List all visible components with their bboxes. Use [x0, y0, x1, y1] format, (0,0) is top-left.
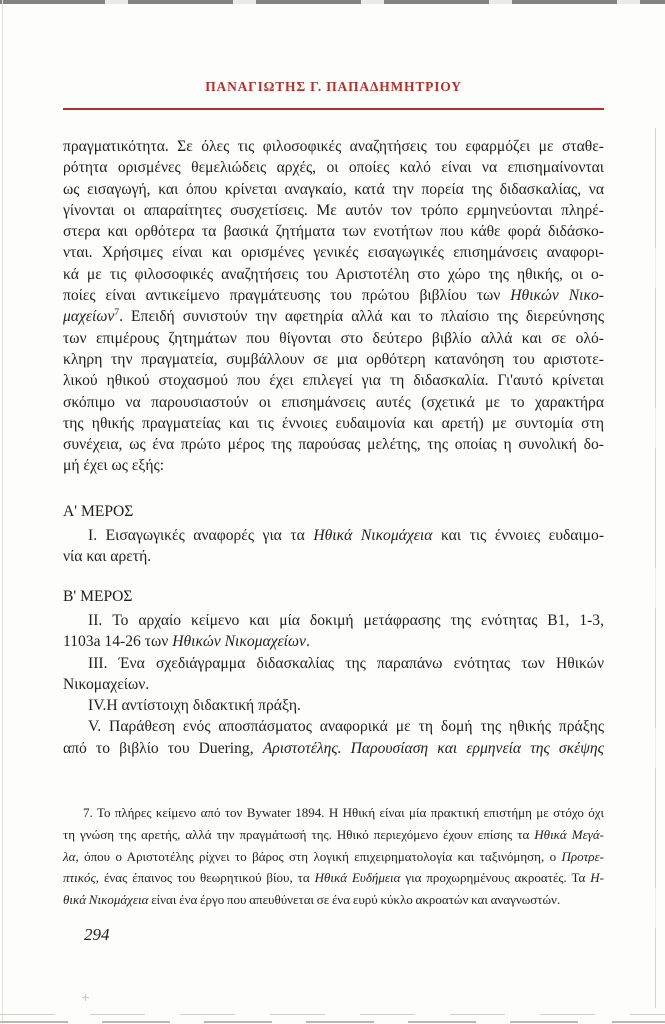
text-line: τη γνώση της αρετής, αλλά την πραγμάτωσή της. Ηθικό περιεχόμενο έχουν επίσης τα Ηθικά Μεγά-: [63, 826, 604, 842]
text-line: νία και αρετή.: [63, 548, 152, 566]
text-line: θικά Νικομάχεια είναι ένα έργο που απευθύνεται σε ένα ευρύ κύκλο ακροατών και αναγνωστών.: [63, 892, 561, 908]
text-line: μή έχει ως εξής:: [63, 457, 165, 475]
text-line: πραγματικότητα. Σε όλες τις φιλοσοφικές αναζητήσεις του εφαρμόζει με σταθε-: [63, 138, 604, 155]
text-line: σκόπιμο να παρουσιαστούν οι επισημάνσεις αυτές (σχετικά με το χαρακτήρα: [63, 393, 604, 411]
text-line: ρότητα ορισμένες θεμελιώδεις αρχές, οι οποίες καλό είναι να επισημαίνονται: [63, 159, 604, 177]
text-line: ως εισαγωγή, και όπου κρίνεται αναγκαίο, κατά την πορεία της διδασκαλίας, να: [63, 180, 604, 198]
scan-edge-bottom-lower: [0, 1021, 665, 1023]
scan-edge-top: [0, 0, 665, 4]
part-a-items: [63, 525, 604, 568]
section-title-part-b: Β' ΜΕΡΟΣ: [63, 588, 133, 605]
text-line: λα, όπου ο Αριστοτέλης ρίχνει το βάρος στη λογική επιχειρηματολογία και ταξινόμηση, ο Προτρε-: [63, 848, 604, 864]
text-line: ποίες είναι αντικείμενο πραγμάτευσης του πρώτου βιβλίου των Ηθικών Νικο-: [63, 287, 604, 305]
text-line: IV.Η αντίστοιχη διδακτική πράξη.: [88, 697, 301, 715]
text-line: λικού ηθικού στοχασμού που έχει επιλεγεί για τη διδασκαλία. Γι'αυτό κρίνεται: [63, 372, 604, 390]
text-line: γίνονται οι απαραίτητες συσχετίσεις. Με αυτόν τον τρόπο ερμηνεύονται πληρέ-: [63, 201, 604, 219]
text-line: I. Εισαγωγικές αναφορές για τα Ηθικά Νικομάχεια και τις έννοιες ευδαιμο-: [88, 527, 605, 544]
page-number: 294: [84, 925, 110, 944]
text-line: συνέχεια, ως ένα πρώτο μέρος της παρούσας μελέτης, της οποίας η συνολική δο-: [63, 436, 604, 454]
text-line: πτικός, ένας έπαινος του θεωρητικού βίου, τα Ηθικά Ευδήμεια για προχωρημένους ακροατές. Τα Η-: [63, 870, 604, 886]
text-line: μαχείων$^7$. Επειδή συνιστούν την αφετηρία αλλά και το πλαίσιο της διερεύνησης: [63, 307, 604, 326]
text-line: 7. Το πλήρες κείμενο από τον Bywater 1894. Η Ηθική είναι μία πρακτική επιστήμη με στόχο όχι: [83, 805, 604, 820]
text-line: νται. Χρήσιμες είναι και ορισμένες γενικές εισαγωγικές επισημάνσεις αναφορι-: [63, 244, 604, 262]
body-paragraph: [63, 136, 604, 477]
footnote-7: [63, 802, 604, 911]
text-line: 1103a 14-26 των Ηθικών Νικομαχείων.: [63, 633, 310, 651]
header-rule: [63, 108, 604, 110]
text-line: II. Το αρχαίο κείμενο και μία δοκιμή μετάφρασης της ενότητας Β1, 1-3,: [88, 612, 604, 629]
scan-speck-plus: [82, 994, 89, 1001]
scan-edge-left: [2, 0, 3, 1024]
text-line: των επιμέρους ζητημάτων που θίγονται στο δεύτερο βιβλίο αλλά και σε ολό-: [63, 329, 604, 347]
text-line: Νικομαχείων.: [63, 675, 150, 693]
text-line: III. Ένα σχεδιάγραμμα διδασκαλίας της παραπάνω ενότητας των Ηθικών: [88, 654, 604, 672]
scan-edge-bottom-upper: [0, 1014, 665, 1015]
text-line: της ηθικής πραγματείας και τις έννοιες ευδαιμονία και αρετή) με συντομία στη: [63, 414, 604, 432]
text-line: V. Παράθεση ενός αποσπάσματος αναφορικά με τη δομή της ηθικής πράξης: [88, 718, 604, 736]
text-line: από το βιβλίο του Duering, Αριστοτέλης. Παρουσίαση και ερμηνεία της σκέψης: [63, 739, 604, 757]
text-line: κά με τις φιλοσοφικές αναζητήσεις του Αριστοτέλη στο χώρο της ηθικής, οι ο-: [63, 265, 604, 283]
part-b-items: [63, 610, 604, 759]
scan-edge-right: [655, 128, 656, 1008]
section-title-part-a: Α' ΜΕΡΟΣ: [63, 503, 134, 520]
text-line: κληρη την πραγματεία, συμβάλλουν σε μια ορθότερη κατανόηση του αριστοτε-: [63, 350, 604, 368]
text-line: στερα και ορθότερα τα βασικά ζητήματα των ενοτήτων που κάθε φορά διδάσκο-: [63, 223, 604, 241]
running-header-author: ΠΑΝΑΓΙΩΤΗΣ Γ. ΠΑΠΑΔΗΜΗΤΡΙΟΥ: [205, 79, 462, 94]
